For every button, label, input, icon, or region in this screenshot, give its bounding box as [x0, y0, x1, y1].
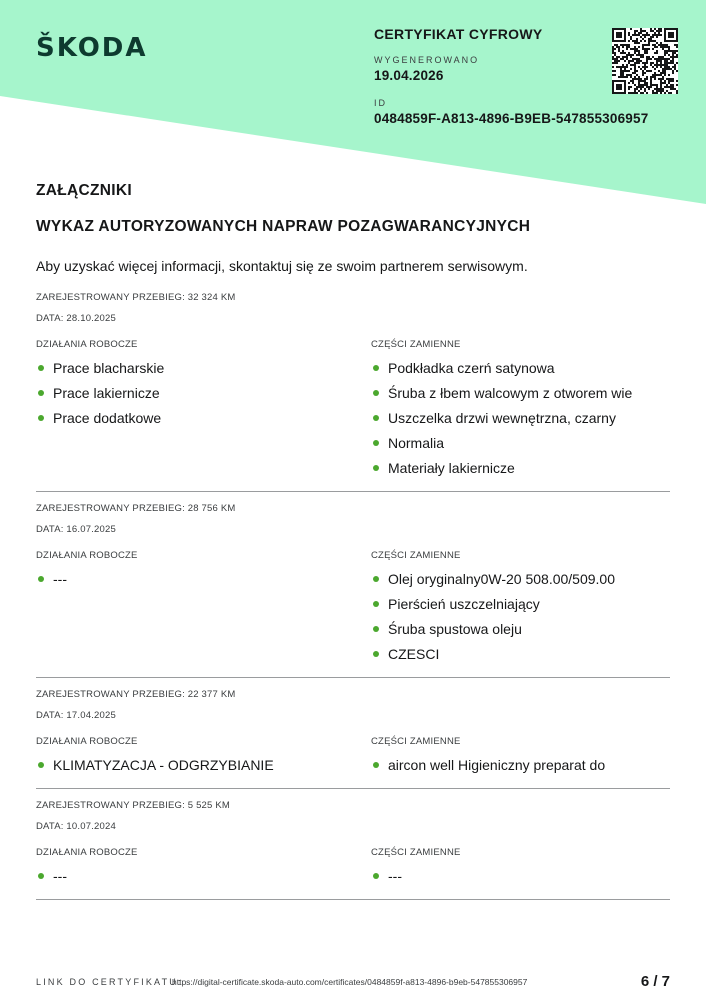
repair-record	[36, 503, 670, 662]
generated-label: WYGENEROWANO	[374, 55, 480, 65]
labor-list	[36, 360, 366, 435]
list-item: Normalia	[371, 435, 671, 460]
labor-list	[36, 868, 366, 893]
parts-heading: CZĘŚCI ZAMIENNE	[371, 847, 461, 858]
record-mileage: ZAREJESTROWANY PRZEBIEG: 22 377 KM	[36, 689, 236, 700]
footer	[36, 973, 670, 992]
record-mileage: ZAREJESTROWANY PRZEBIEG: 28 756 KM	[36, 503, 236, 514]
parts-list	[371, 868, 671, 893]
list-item: Uszczelka drzwi wewnętrzna, czarny	[371, 410, 671, 435]
list-item: KLIMATYZACJA - ODGRZYBIANIE	[36, 757, 366, 782]
labor-list	[36, 757, 366, 782]
labor-heading: DZIAŁANIA ROBOCZE	[36, 736, 138, 747]
labor-heading: DZIAŁANIA ROBOCZE	[36, 339, 138, 350]
parts-list	[371, 757, 671, 782]
list-item: ---	[36, 571, 366, 596]
page-number: 6 / 7	[640, 973, 670, 990]
record-divider	[36, 788, 670, 789]
repair-record	[36, 800, 670, 884]
record-divider	[36, 899, 670, 900]
certificate-info	[374, 26, 648, 126]
labor-list	[36, 571, 366, 596]
record-mileage: ZAREJESTROWANY PRZEBIEG: 5 525 KM	[36, 800, 231, 811]
certificate-title: CERTYFIKAT CYFROWY	[374, 26, 543, 42]
list-item: CZESCI	[371, 646, 671, 671]
certificate-link[interactable]: https://digital-certificate.skoda-auto.com/certificates/0484859f-a813-4896-b9eb-547855306957	[172, 977, 528, 987]
list-item: ---	[371, 868, 671, 893]
parts-heading: CZĘŚCI ZAMIENNE	[371, 339, 461, 350]
list-item: Materiały lakiernicze	[371, 460, 671, 485]
list-item: ---	[36, 868, 366, 893]
record-date: DATA: 28.10.2025	[36, 313, 116, 324]
list-item: Olej oryginalny0W-20 508.00/509.00	[371, 571, 671, 596]
intro-text: Aby uzyskać więcej informacji, skontaktuj się ze swoim partnerem serwisowym.	[36, 258, 528, 274]
list-item: Podkładka czerń satynowa	[371, 360, 671, 385]
certificate-link-label: LINK DO CERTYFIKATU:	[36, 977, 183, 987]
parts-list	[371, 360, 671, 485]
certificate-id: 0484859F-A813-4896-B9EB-547855306957	[374, 111, 649, 126]
record-mileage: ZAREJESTROWANY PRZEBIEG: 32 324 KM	[36, 292, 236, 303]
record-date: DATA: 17.04.2025	[36, 710, 116, 721]
parts-heading: CZĘŚCI ZAMIENNE	[371, 550, 461, 561]
labor-heading: DZIAŁANIA ROBOCZE	[36, 550, 138, 561]
record-divider	[36, 677, 670, 678]
parts-list	[371, 571, 671, 671]
list-item: Śruba z łbem walcowym z otworem wie	[371, 385, 671, 410]
list-item: Prace blacharskie	[36, 360, 366, 385]
record-date: DATA: 16.07.2025	[36, 524, 116, 535]
record-divider	[36, 491, 670, 492]
list-item: Śruba spustowa oleju	[371, 621, 671, 646]
parts-heading: CZĘŚCI ZAMIENNE	[371, 736, 461, 747]
section-title: ZAŁĄCZNIKI	[36, 182, 132, 199]
list-item: Prace dodatkowe	[36, 410, 366, 435]
generated-date: 19.04.2026	[374, 68, 444, 83]
skoda-logo: ŠKODA	[36, 33, 148, 63]
repair-record	[36, 292, 670, 476]
record-date: DATA: 10.07.2024	[36, 821, 116, 832]
id-label: ID	[374, 98, 387, 108]
list-item: Pierścień uszczelniający	[371, 596, 671, 621]
list-item: aircon well Higieniczny preparat do	[371, 757, 671, 782]
labor-heading: DZIAŁANIA ROBOCZE	[36, 847, 138, 858]
repair-record	[36, 689, 670, 773]
list-title: WYKAZ AUTORYZOWANYCH NAPRAW POZAGWARANCYJNYCH	[36, 218, 531, 235]
qr-code-icon	[612, 28, 678, 94]
list-item: Prace lakiernicze	[36, 385, 366, 410]
